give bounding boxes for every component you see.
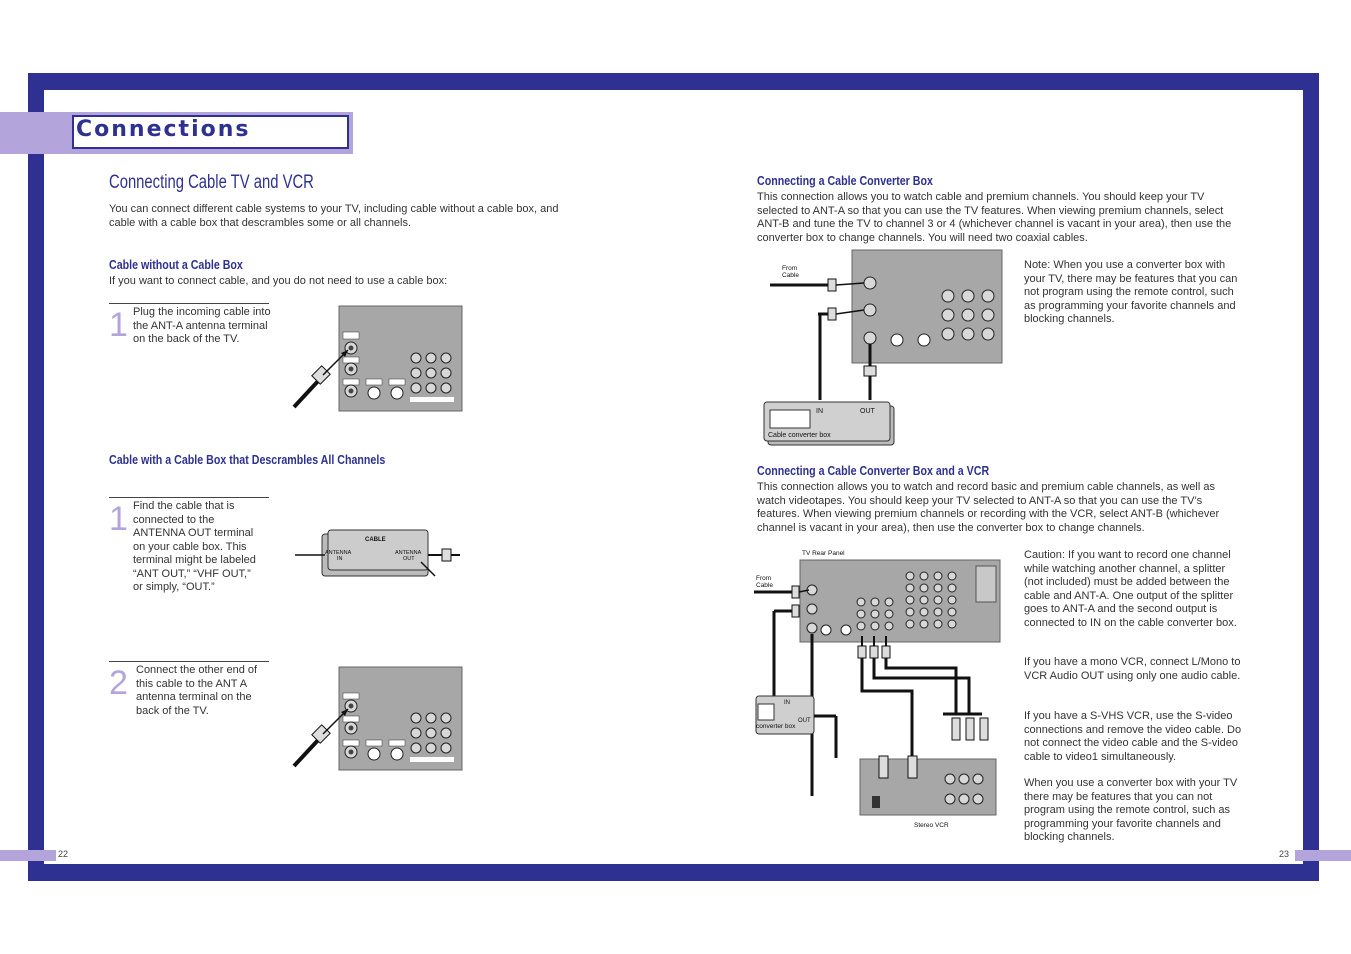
converter-box-label: converter box <box>756 723 796 730</box>
cable-box-diagram <box>295 528 467 580</box>
converter-box-diagram <box>760 248 1008 448</box>
svg-text:IN: IN <box>784 700 790 706</box>
tv-rear-panel-label: TV Rear Panel <box>802 550 845 557</box>
heading-cable-without-box: Cable without a Cable Box <box>109 257 243 272</box>
footer-bar-right <box>1295 850 1351 861</box>
svg-text:IN: IN <box>337 556 343 562</box>
stereo-vcr-label: Stereo VCR <box>914 822 949 829</box>
converter-box-text: This connection allows you to watch cable and premium channels. You should keep your TV selected to ANT-A so that you can use the TV features. When viewing premium channels, select ANT-B and tune the TV to channel 3 or 4 (whichever channel is vacant in your area), then use the converter box to change channels. You will need two coaxial cables. <box>757 191 1232 244</box>
svg-text:OUT: OUT <box>798 718 811 724</box>
svg-text:OUT: OUT <box>403 556 415 562</box>
section-title: Connections <box>76 117 251 142</box>
ant-a-connection-diagram <box>290 305 465 413</box>
intro-text: You can connect different cable systems to your TV, including cable without a cable box, and cable with a cable box that descrambles some or all channels. <box>109 203 559 229</box>
heading-converter-box: Connecting a Cable Converter Box <box>757 173 933 188</box>
step-rule <box>109 661 269 662</box>
cable-without-box-text: If you want to connect cable, and you do not need to use a cable box: <box>109 275 448 287</box>
svg-text:ANTENNA: ANTENNA <box>325 550 352 556</box>
step-number: 1 <box>109 306 128 344</box>
step-rule <box>109 303 269 304</box>
caution-text: Caution: If you want to record one channel while watching another channel, a splitter (not included) must be added between the cable and ANT-A. One output of the splitter goes to ANT-A and the second output is connected to IN on the cable converter box. <box>1024 549 1237 629</box>
svg-text:ANTENNA: ANTENNA <box>395 550 422 556</box>
cable-label: CABLE <box>365 537 386 543</box>
svg-text:Cable: Cable <box>756 582 773 589</box>
svhs-vcr-text: If you have a S-VHS VCR, use the S-video connections and remove the video cable. Do not connect the video cable and the S-video cable to video1 simultaneously. <box>1024 710 1242 763</box>
step-rule <box>109 497 269 498</box>
footer-bar-left <box>0 850 56 861</box>
ant-a-connection-diagram-2 <box>290 666 465 774</box>
svg-text:From: From <box>782 265 798 272</box>
converter-note: Note: When you use a converter box with your TV, there may be features that you can not program using the remote control, such as programming your favorite channels and blocking channels. <box>1024 259 1238 325</box>
converter-box-vcr-text: This connection allows you to watch and record basic and premium cable channels, as well as watch videotapes. You should keep your TV selected to ANT-A so that you can use the TV’s features. When viewing premium channels or recording with the VCR, select ANT-B (whichever channel is vacant in your area), then use the converter box to change channels. <box>757 481 1220 534</box>
svg-text:OUT: OUT <box>860 408 875 415</box>
svg-text:From: From <box>756 575 772 582</box>
page-number-left: 22 <box>58 849 69 859</box>
converter-box-features-text: When you use a converter box with your TV there may be features that you can not program using the remote control, such as programming your favorite channels and blocking channels. <box>1024 777 1238 843</box>
step-number: 1 <box>109 500 128 538</box>
mono-vcr-text: If you have a mono VCR, connect L/Mono to VCR Audio OUT using only one audio cable. <box>1024 656 1241 682</box>
step-text: Find the cable that is connected to the ANTENNA OUT terminal on your cable box. This terminal might be labeled “ANT OUT,” “VHF OUT,” or simply, “OUT.” <box>133 500 256 593</box>
converter-vcr-diagram <box>754 546 1002 831</box>
svg-text:IN: IN <box>816 408 823 415</box>
svg-text:Cable: Cable <box>782 272 799 279</box>
heading-cable-with-box: Cable with a Cable Box that Descrambles All Channels <box>109 452 386 467</box>
page-number-right: 23 <box>1279 849 1290 859</box>
heading-converter-box-vcr: Connecting a Cable Converter Box and a VCR <box>757 463 990 478</box>
step-text: Plug the incoming cable into the ANT-A antenna terminal on the back of the TV. <box>133 306 271 345</box>
step-number: 2 <box>109 664 128 702</box>
step-text: Connect the other end of this cable to the ANT A antenna terminal on the back of the TV. <box>136 664 258 717</box>
page-heading: Connecting Cable TV and VCR <box>109 172 314 193</box>
cable-converter-box-label: Cable converter box <box>768 432 831 439</box>
